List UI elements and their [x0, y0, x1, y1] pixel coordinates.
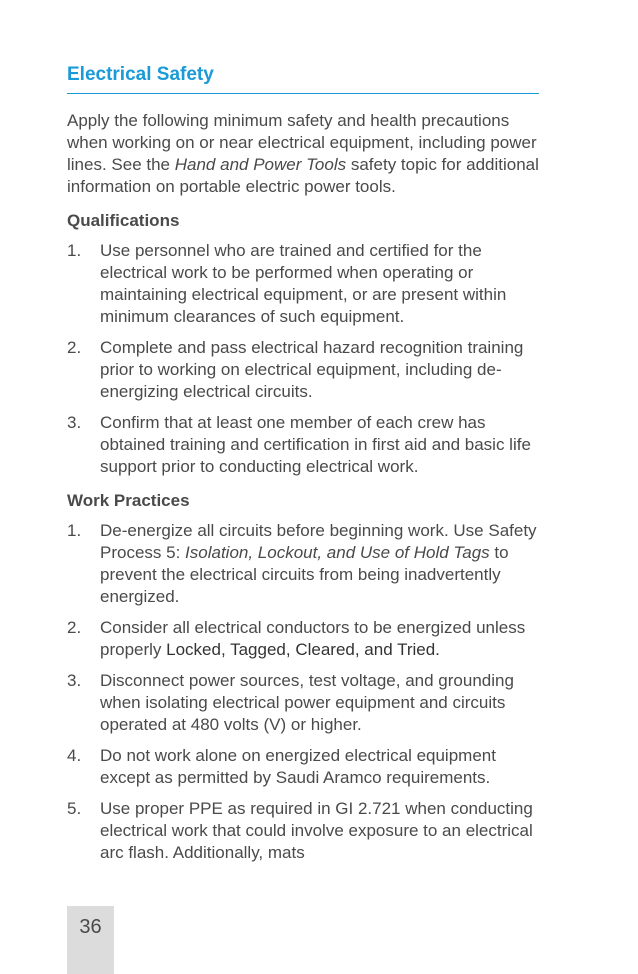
list-item — [67, 240, 539, 328]
list-item — [67, 745, 539, 789]
qualifications-list — [67, 240, 539, 478]
list-item — [67, 412, 539, 478]
intro-text-after: safety topic for additional information on portable electric power tools. — [67, 155, 539, 196]
item-number: 2. — [67, 618, 82, 637]
item-text: Confirm that at least one member of each crew has obtained training and certification in first aid and basic life support prior to conducting electrical work. — [100, 413, 531, 476]
list-item — [67, 520, 539, 608]
qualifications-heading: Qualifications — [67, 211, 180, 230]
item-text-after: to prevent the electrical circuits from being inadvertently energized. — [100, 543, 509, 606]
intro-paragraph — [67, 110, 539, 198]
item-number: 4. — [67, 746, 82, 765]
page-number-tab — [67, 906, 114, 974]
item-number: 3. — [67, 671, 82, 690]
item-number: 3. — [67, 413, 82, 432]
intro-text-before: Apply the following minimum safety and health precautions when working on or near electrical equipment, including power lines. See the — [67, 111, 537, 174]
item-text: Disconnect power sources, test voltage, and grounding when isolating electrical power equipment and circuits operated at 480 volts (V) or higher. — [100, 671, 514, 734]
list-item — [67, 337, 539, 403]
item-number: 5. — [67, 799, 82, 818]
intro-italic-reference: Hand and Power Tools — [174, 155, 347, 174]
item-number: 1. — [67, 241, 82, 260]
work-practices-heading: Work Practices — [67, 491, 190, 510]
item-italic-reference: Isolation, Lockout, and Use of Hold Tags — [185, 543, 490, 562]
item-text: Do not work alone on energized electrical equipment except as permitted by Saudi Aramco requirements. — [100, 746, 496, 787]
item-text: Use proper PPE as required in GI 2.721 when conducting electrical work that could involve exposure to an electrical arc flash. Additionally, mats — [100, 799, 533, 862]
item-number: 2. — [67, 338, 82, 357]
section-title: Electrical Safety — [67, 62, 539, 94]
list-item — [67, 617, 539, 661]
item-number: 1. — [67, 521, 82, 540]
item-text: Use personnel who are trained and certified for the electrical work to be performed when operating or maintaining electrical equipment, or are present within minimum clearances of such equipment. — [100, 241, 507, 326]
item-text-before: De-energize all circuits before beginning work. Use Safety Process 5: — [100, 521, 537, 562]
document-page — [67, 62, 539, 873]
item-emphasis: Locked, Tagged, Cleared, and Tried. — [166, 640, 440, 659]
list-item — [67, 670, 539, 736]
item-text: Complete and pass electrical hazard recognition training prior to working on electrical equipment, including de-energizing electrical circuits. — [100, 338, 524, 401]
list-item — [67, 798, 539, 864]
work-practices-list — [67, 520, 539, 864]
page-number: 36 — [79, 916, 102, 938]
item-text-before: Consider all electrical conductors to be energized unless properly — [100, 618, 526, 659]
